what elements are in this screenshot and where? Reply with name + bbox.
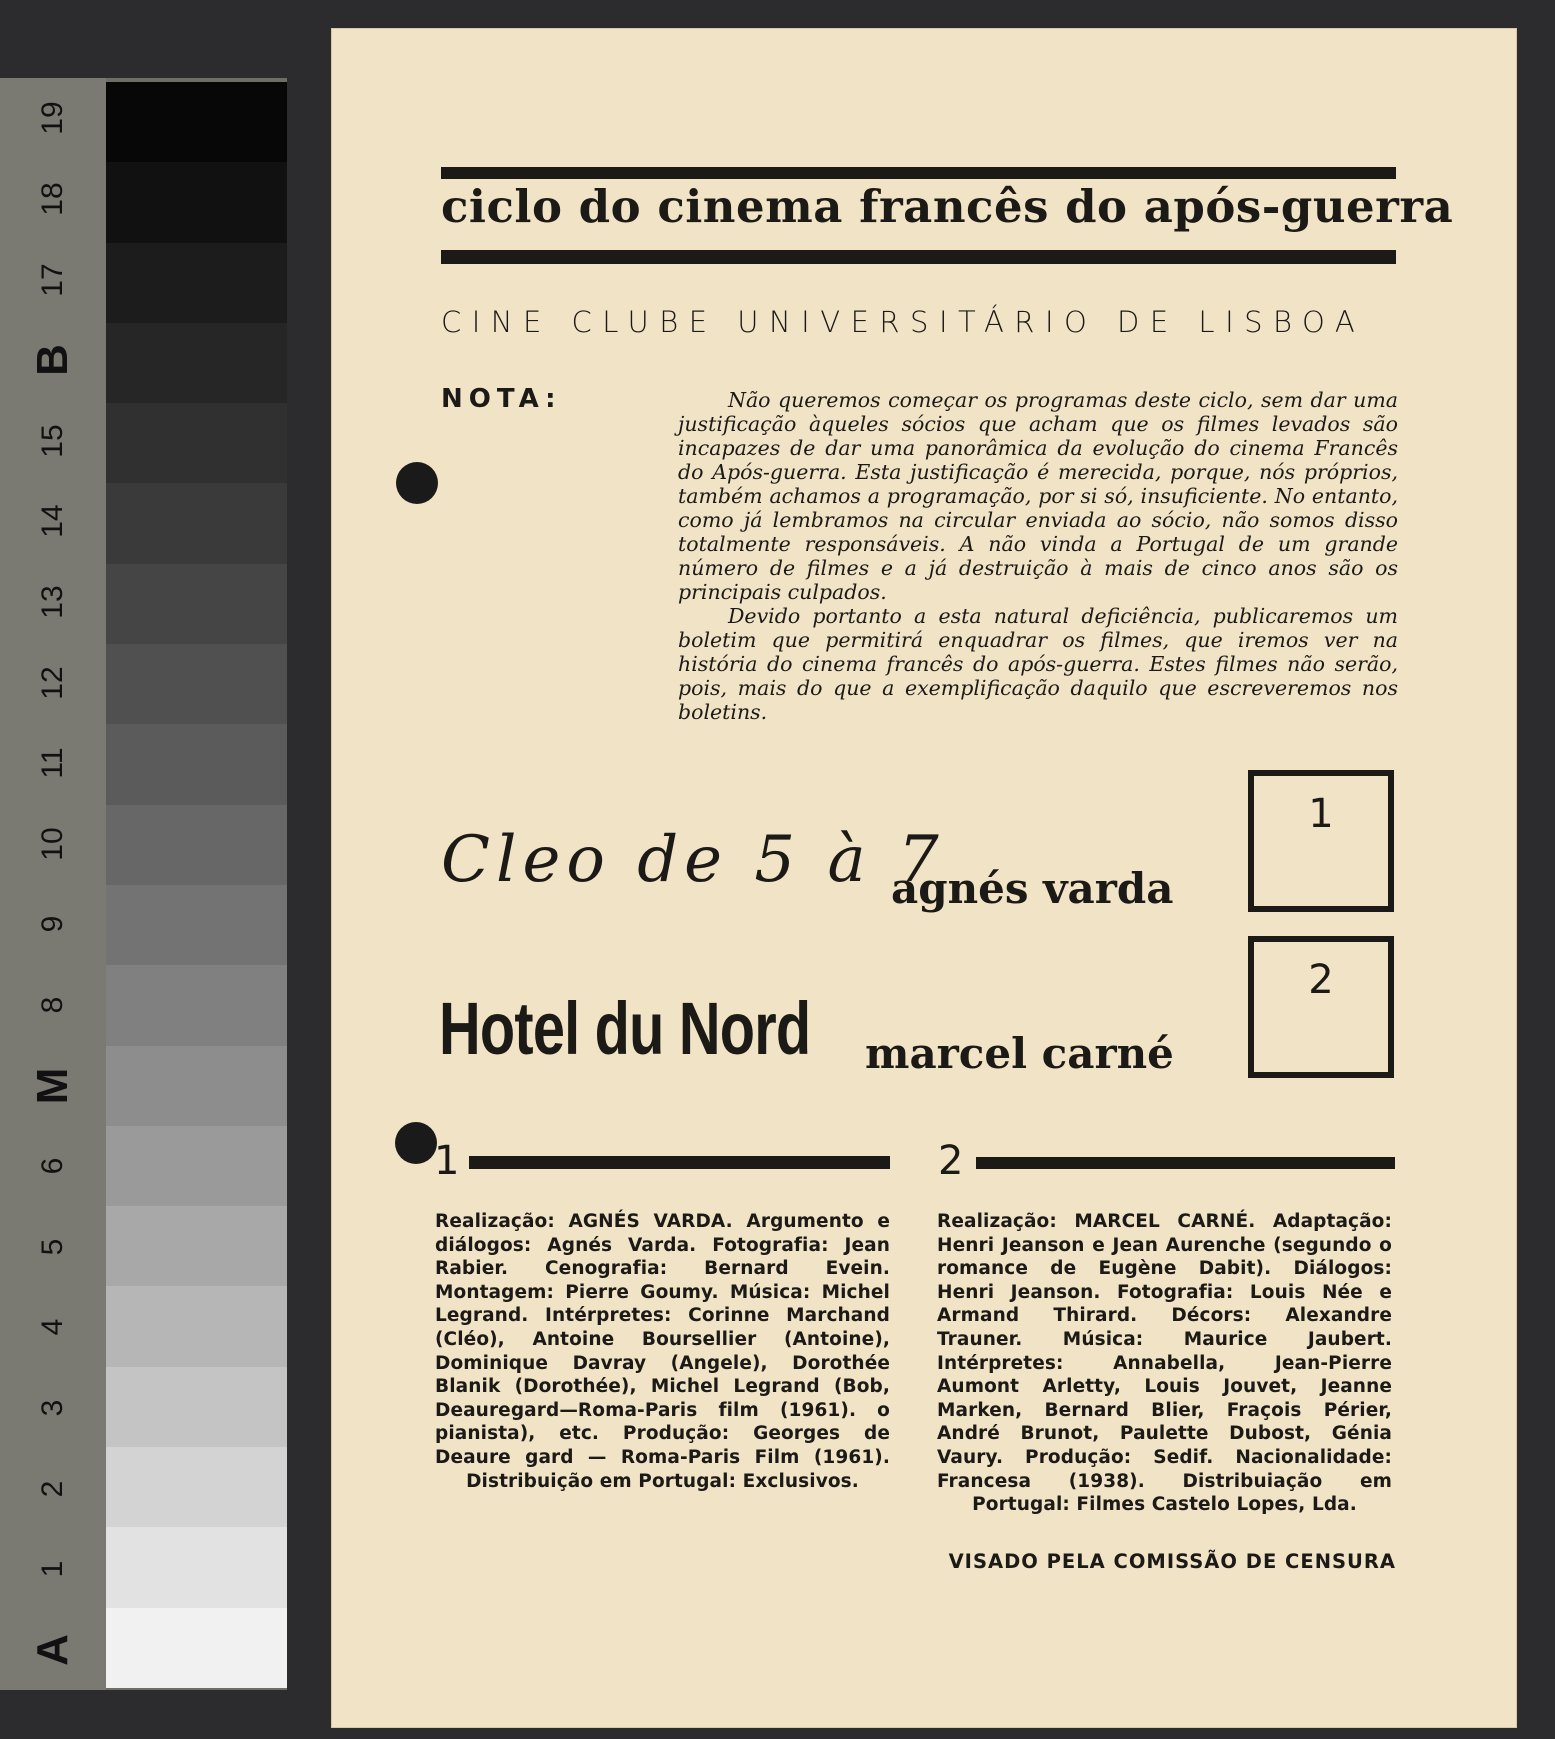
scale-label: 9 xyxy=(36,915,69,933)
credits-1-rule xyxy=(469,1156,890,1169)
gray-patch xyxy=(106,82,287,162)
scale-labels-column xyxy=(0,78,106,1690)
punch-hole-bottom xyxy=(395,1122,437,1164)
gray-patch xyxy=(106,965,287,1045)
film-2-credits: Realização: MARCEL CARNÉ. Adaptação: Henri Jeanson e Jean Aurenche (segundo o romance de Eugène Dabit). Diálogos: Henri Jeanson. Fotografia: Louis Née e Armand Thirard. Décors: Alexandre Trauner. Música: Maurice Jaubert. Intérpretes: Annabella, Jean-Pierre Aumont Arletty, Louis Jouvet, Jeanne Marken, Bernard Blier, Fraçois Périer, André Brunot, Paulette Dubost, Génia Vaury. Produção: Sedif. Nacionalidade: Francesa (1938). Distribuiação em Portugal: Filmes Castelo Lopes, Lda. xyxy=(937,1211,1392,1516)
scale-label: 15 xyxy=(36,424,69,458)
gray-patch xyxy=(106,1046,287,1126)
film-2-number-box xyxy=(1248,936,1394,1078)
film-2-number: 2 xyxy=(1308,957,1334,1003)
gray-patch xyxy=(106,644,287,724)
scale-label: 14 xyxy=(36,504,69,538)
scale-label: 5 xyxy=(36,1238,69,1256)
nota-text xyxy=(678,388,1398,724)
gray-patch xyxy=(106,403,287,483)
title-bottom-rule xyxy=(441,250,1396,264)
gray-patch xyxy=(106,1367,287,1447)
club-name: CINE CLUBE UNIVERSITÁRIO DE LISBOA xyxy=(441,305,1366,339)
film-2-title: Hotel du Nord xyxy=(439,987,811,1070)
credits-1-number: 1 xyxy=(434,1138,460,1184)
scale-label: 13 xyxy=(36,585,69,619)
scale-label: 11 xyxy=(36,747,69,779)
gray-patch xyxy=(106,1206,287,1286)
film-2-director: marcel carné xyxy=(865,1029,1174,1078)
film-1-number: 1 xyxy=(1308,791,1334,837)
credits-2-rule xyxy=(976,1157,1395,1169)
scale-label: 8 xyxy=(36,996,69,1014)
gray-patch xyxy=(106,1126,287,1206)
cycle-title: ciclo do cinema francês do após-guerra xyxy=(441,180,1454,233)
film-1-title: Cleo de 5 à 7 xyxy=(441,823,945,897)
gray-patch xyxy=(106,162,287,242)
color-calibration-strip xyxy=(0,78,287,1690)
gray-patch xyxy=(106,805,287,885)
film-1-credits: Realização: AGNÉS VARDA. Argumento e diálogos: Agnés Varda. Fotografia: Jean Rabier. Cenografia: Bernard Evein. Montagem: Pierre Goumy. Música: Michel Legrand. Intérpretes: Corinne Marchand (Cléo), Antoine Boursellier (Antoine), Dominique Davray (Angele), Dorothée Blanik (Dorothée), Michel Legrand (Bob, Deauregard—Roma-Paris film (1961). o pianista), etc. Produção: Georges de Deaure gard — Roma-Paris Film (1961). Distribuição em Portugal: Exclusivos. xyxy=(435,1211,890,1492)
program-leaflet xyxy=(331,28,1517,1728)
scale-label: 4 xyxy=(36,1318,69,1336)
scale-label: 18 xyxy=(36,182,69,216)
scale-label: 2 xyxy=(36,1480,69,1497)
gray-patch xyxy=(106,724,287,804)
scale-label: 19 xyxy=(36,101,69,135)
scale-label: 6 xyxy=(36,1157,69,1175)
credits-2-number: 2 xyxy=(938,1138,964,1184)
gray-patch xyxy=(106,564,287,644)
gray-patch xyxy=(106,885,287,965)
nota-paragraph-2: Devido portanto a esta natural deficiência, publicaremos um boletim que permitirá enquadrar os filmes, que iremos ver na história do cinema francês do após-guerra. Estes filmes não serão, pois, mais do que a exemplificação daquilo que escreveremos nos boletins. xyxy=(678,604,1398,724)
gray-patch xyxy=(106,1447,287,1527)
gray-patch xyxy=(106,243,287,323)
gray-patch xyxy=(106,1286,287,1366)
scale-label: 1 xyxy=(36,1560,69,1578)
gray-patch xyxy=(106,483,287,563)
gray-patch xyxy=(106,1527,287,1607)
scale-label: 12 xyxy=(36,665,69,700)
scale-label: 3 xyxy=(36,1399,69,1417)
scale-label: 10 xyxy=(36,827,69,861)
gray-patch xyxy=(106,323,287,403)
gray-patches xyxy=(106,82,287,1688)
nota-label: NOTA: xyxy=(441,384,562,414)
scale-label: B xyxy=(28,344,77,376)
scale-label: 17 xyxy=(36,262,69,297)
nota-paragraph-1: Não queremos começar os programas deste ciclo, sem dar uma justificação àqueles sócios que acham que os filmes levados são incapazes de dar uma panorâmica da evolução do cinema Francês do Após-guerra. Esta justificação é merecida, porque, nós próprios, também achamos a programação, por si só, insuficiente. No entanto, como já lembramos na circular enviada ao sócio, não somos disso totalmente responsáveis. A não vinda a Portugal de um grande número de filmes e a já destruição à mais de cinco anos são os principais culpados. xyxy=(678,388,1398,604)
punch-hole-top xyxy=(396,462,438,504)
scale-label: A xyxy=(28,1633,77,1666)
film-1-number-box xyxy=(1248,770,1394,912)
scale-label: M xyxy=(28,1067,77,1104)
title-top-rule xyxy=(441,167,1396,179)
gray-patch xyxy=(106,1608,287,1688)
censorship-stamp: VISADO PELA COMISSÃO DE CENSURA xyxy=(948,1550,1396,1573)
film-1-director: agnés varda xyxy=(891,864,1174,913)
